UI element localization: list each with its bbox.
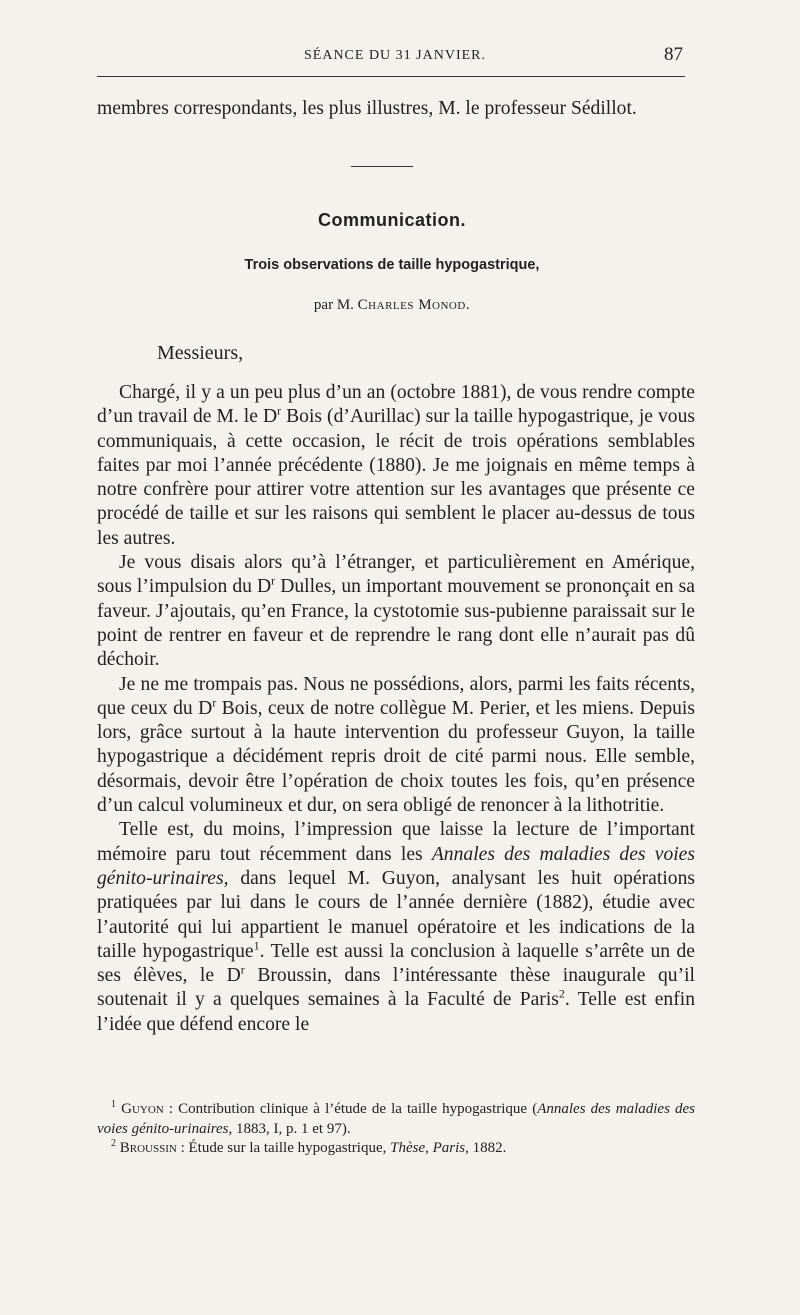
section-heading: Communication.: [317, 210, 466, 230]
paragraph-4: [97, 818, 695, 1037]
footnote-ref-2[interactable]: 2: [558, 986, 565, 1001]
journal-title: Annales des maladies des voies génito-urinaires,: [97, 843, 696, 889]
footnote-1-mark: 1: [111, 1099, 116, 1110]
byline: [0, 297, 784, 314]
continuation-paragraph: [97, 97, 695, 121]
paragraph-4-text-c: . Telle est aussi la conclusion à laquelle s’arrête un de ses élèves, le D: [97, 940, 695, 987]
continuation-text: membres correspondants, les plus illustres, M. le professeur Sédillot.: [97, 98, 637, 119]
body-text: [97, 381, 695, 1037]
footnote-1-end: 1883, I, p. 1 et 97).: [232, 1120, 351, 1137]
footnote-1-journal: Annales des maladies des voies génito-urinaires,: [97, 1101, 696, 1137]
paragraph-2-text-b: Dulles, un important mouvement se prononçait en sa faveur. J’ajoutais, qu’en France, la cystotomie sus-pubienne paraissait sur le point de rentrer en faveur et de reprendre le rang dont elle n’aurait pas dû déchoir.: [97, 576, 695, 671]
paragraph-3: [97, 673, 695, 819]
footnote-1: [97, 1100, 695, 1139]
footnote-2-text: : Étude sur la taille hypogastrique,: [176, 1140, 391, 1156]
footnote-2-mark: 2: [111, 1138, 116, 1149]
footnote-1-text: : Contribution clinique à l’étude de la taille hypogastrique (: [163, 1101, 538, 1117]
page-number: 87: [664, 44, 683, 65]
paragraph-4-text-b: dans lequel M. Guyon, analysant les huit opérations pratiquées par lui dans le cours de l’année dernière (1882), étudie avec l’autorité qui lui appartient le manuel opératoire et les indications de la taille hypogastrique: [97, 867, 695, 962]
section-title: Trois observations de taille hypogastrique,: [244, 257, 540, 273]
running-title: SÉANCE DU 31 JANVIER.: [304, 48, 486, 63]
paragraph-1-text-b: Bois (d’Aurillac) sur la taille hypogastrique, je vous communiquais, à cette occasion, le récit de trois opérations semblables faites par moi l’année précédente (1880). Je me joignais en même temps à notre confrère pour attirer votre attention sur les avantages que présente ce procédé de taille et sur les raisons qui semblent le placer au-dessus de tous les autres.: [97, 406, 695, 549]
footnote-1-author: Guyon: [121, 1101, 164, 1117]
paragraph-1-text: Chargé, il y a un peu plus d’un an (octobre 1881), de vous rendre compte d’un travail de M. le D: [97, 382, 695, 428]
footnote-2-end: 1882.: [468, 1140, 507, 1156]
superscript: r: [277, 403, 282, 418]
superscript: r: [271, 573, 276, 588]
footnotes: [97, 1100, 695, 1159]
byline-prefix: par M.: [313, 297, 354, 313]
paragraph-4-text: Telle est, du moins, l’impression que laisse la lecture de l’important mémoire paru tout récemment dans les: [97, 819, 695, 865]
paragraph-4-text-e: . Telle est enfin l’idée que défend encore le: [97, 989, 695, 1035]
superscript: r: [240, 962, 245, 977]
footnote-2-author: Broussin: [119, 1140, 177, 1156]
author-name: Charles Monod.: [357, 297, 471, 313]
paragraph-2-text: Je vous disais alors qu’à l’étranger, et particulièrement en Amérique, sous l’impulsion du D: [97, 552, 695, 598]
paragraph-3-text: Je ne me trompais pas. Nous ne possédions, alors, parmi les faits récents, que ceux du D: [97, 673, 695, 719]
paragraph-4-text-d: Broussin, dans l’intéressante thèse inaugurale qu’il soutenait il y a quelques semaines à la Faculté de Paris: [97, 965, 695, 1011]
footnote-ref-1[interactable]: 1: [253, 938, 260, 953]
footnote-2: [97, 1139, 695, 1159]
paragraph-2: [97, 551, 695, 672]
superscript: r: [212, 695, 217, 710]
section-divider: [351, 166, 413, 167]
paragraph-3-text-b: Bois, ceux de notre collègue M. Perier, et les miens. Depuis lors, grâce surtout à la haute intervention du professeur Guyon, la taille hypogastrique a décidément repris droit de cité parmi nous. Elle semble, désormais, devoir être l’opération de choix toutes les fois, qu’en présence d’un calcul volumineux et dur, on sera obligé de renoncer à la lithotritie.: [97, 697, 695, 817]
salutation: Messieurs,: [157, 342, 244, 364]
footnote-2-source: Thèse, Paris,: [390, 1140, 469, 1156]
header-rule: [97, 76, 685, 77]
paragraph-1: [97, 381, 695, 551]
running-head: [97, 44, 693, 74]
